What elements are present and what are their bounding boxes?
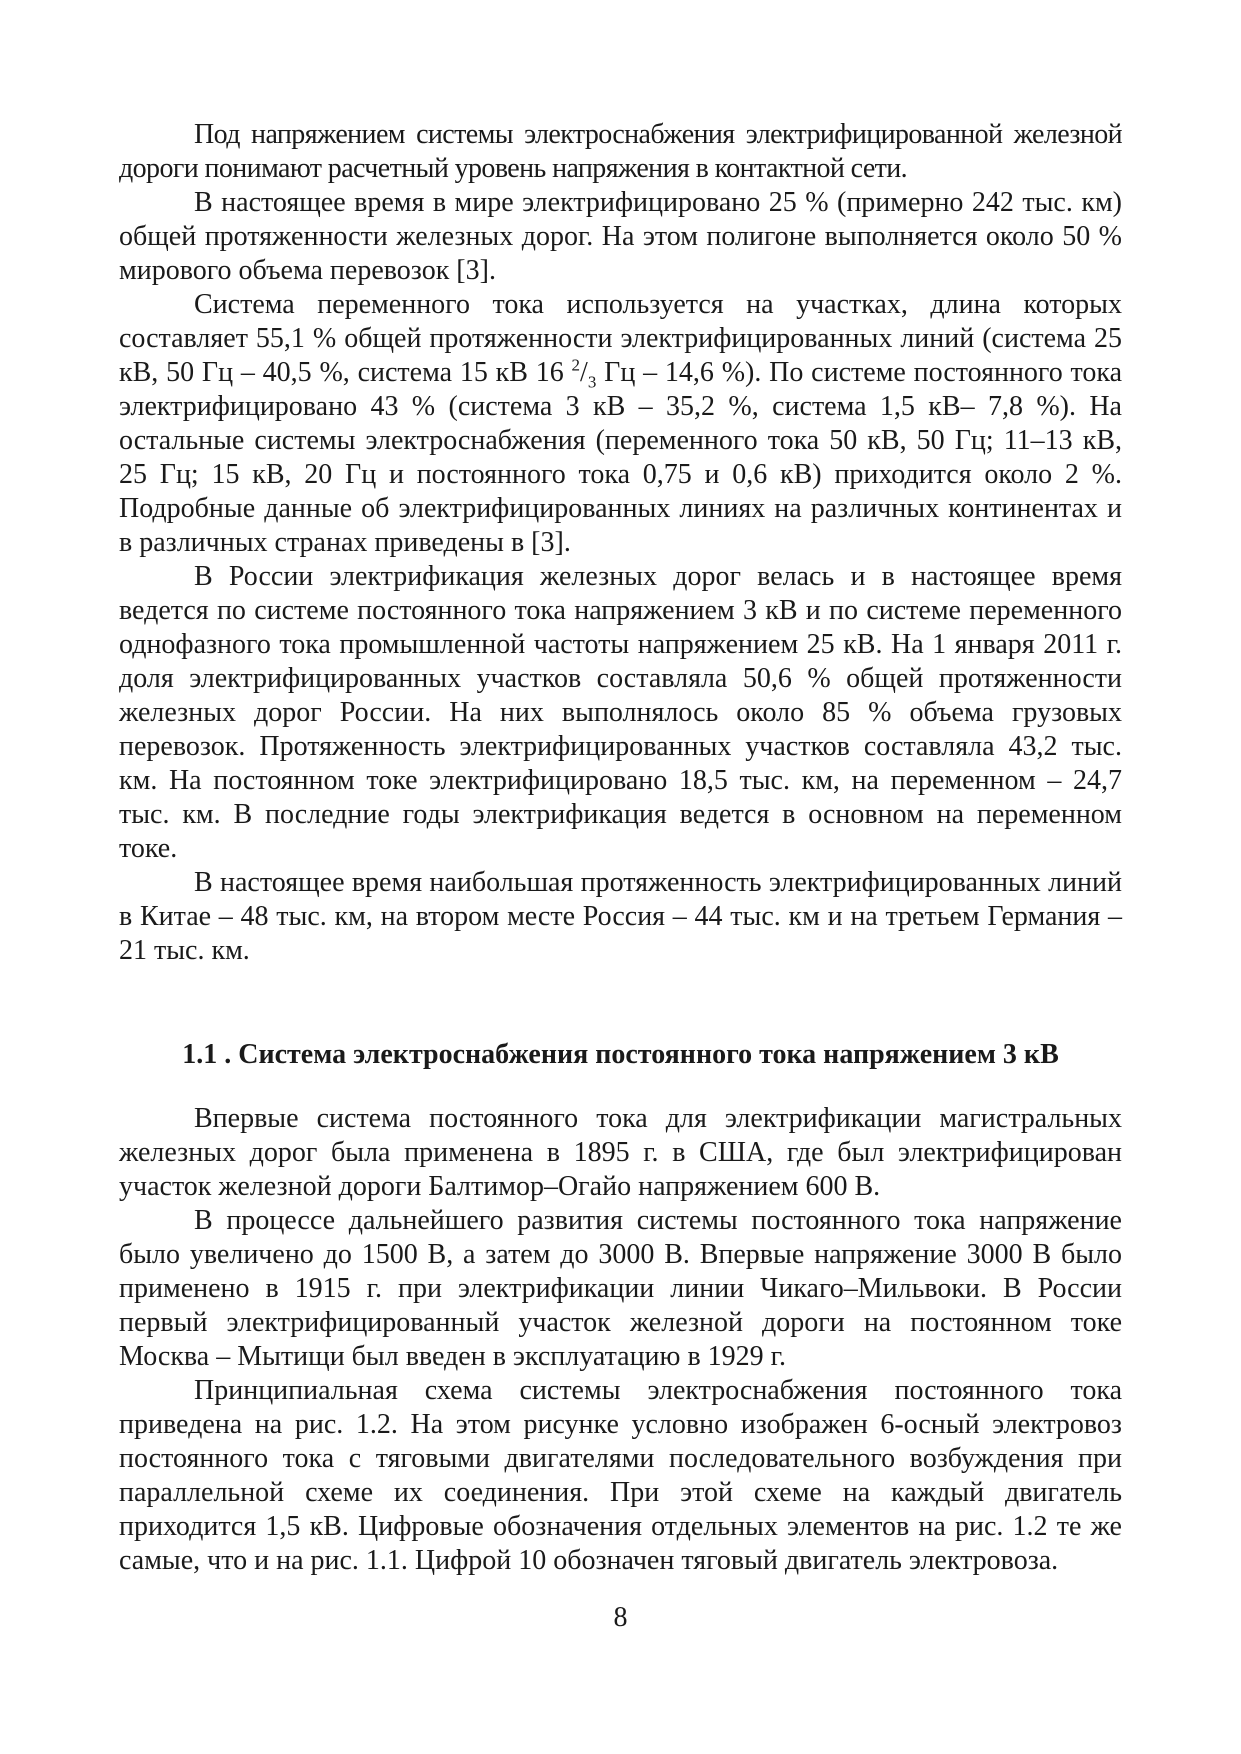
- paragraph-country-ranking: В настоящее время наибольшая протяженность электрифицированных линий в Китае – 48 тыс. км, на втором месте Россия – 44 тыс. км и на третьем Германия – 21 тыс. км.: [119, 867, 1122, 966]
- paragraph-dc-development: В процессе дальнейшего развития системы постоянного тока напряжение было увеличено до 1500 В, а затем до 3000 В. Впервые напряжение 3000 В было применено в 1915 г. при электрификации линии Чикаго–Мильвоки. В России первый электрифицированный участок железной дороги на постоянном токе Москва – Мытищи был введен в эксплуатацию в 1929 г.: [119, 1205, 1122, 1372]
- paragraph-ac-system: [119, 288, 1122, 560]
- paragraph-dc-scheme: Принципиальная схема системы электроснабжения постоянного тока приведена на рис. 1.2. На этом рисунке условно изображен 6-осный электровоз постоянного тока с тяговыми двигателями последовательного возбуждения при параллельной схеме их соединения. При этой схеме на каждый двигатель приходится 1,5 кВ. Цифровые обозначения отдельных элементов на рис. 1.2 те же самые, что и на рис. 1.1. Цифрой 10 обозначен тяговый двигатель электровоза.: [119, 1375, 1122, 1576]
- paragraph-russia-electrification: В России электрификация железных дорог велась и в настоящее время ведется по системе постоянного тока напряжением 3 кВ и по системе переменного однофазного тока промышленной частоты напряжением 25 кВ. На 1 января 2011 г. доля электрифицированных участков составляла 50,6 % общей протяженности железных дорог России. На них выполнялось около 85 % объема грузовых перевозок. Протяженность электрифицированных участков составляла 43,2 тыс. км. На постоянном токе электрифицировано 18,5 тыс. км, на переменном – 24,7 тыс. км. В последние годы электрификация ведется в основном на переменном токе.: [119, 561, 1122, 864]
- fraction-denominator: 3: [587, 372, 597, 392]
- paragraph-ac-text-after: Гц – 14,6 %). По системе постоянного тока электрифицировано 43 % (система 3 кВ – 35,2 %, система 1,5 кВ– 7,8 %). На остальные системы электроснабжения (переменного тока 50 кВ, 50 Гц; 11–13 кВ, 25 Гц; 15 кВ, 20 Гц и постоянного тока 0,75 и 0,6 кВ) приходится около 2 %. Подробные данные об электрифицированных линиях на различных континентах и в различных странах приведены в [3].: [119, 357, 1122, 558]
- page-number: 8: [613, 1602, 628, 1633]
- fraction-two-thirds: [571, 355, 597, 392]
- fraction-slash: /: [580, 357, 588, 388]
- section-heading: 1.1 . Система электроснабжения постоянного тока напряжением 3 кВ: [182, 1039, 1059, 1070]
- paragraph-world-electrification: В настоящее время в мире электрифицировано 25 % (примерно 242 тыс. км) общей протяженности железных дорог. На этом полигоне выполняется около 50 % мирового объема перевозок [3].: [119, 187, 1122, 286]
- paragraph-dc-history: Впервые система постоянного тока для электрификации магистральных железных дорог была применена в 1895 г. в США, где был электрифицирован участок железной дороги Балтимор–Огайо напряжением 600 В.: [119, 1103, 1122, 1202]
- document-page: [119, 118, 1122, 1578]
- paragraph-definition: Под напряжением системы электроснабжения электрифицированной железной дороги понимают расчетный уровень напряжения в контактной сети.: [119, 119, 1122, 184]
- fraction-numerator: 2: [571, 355, 581, 375]
- paragraph-ac-text-before: Система переменного тока используется на участках, длина которых составляет 55,1 % общей протяженности электрифицированных линий (система 25 кВ, 50 Гц – 40,5 %, система 15 кВ 16: [119, 289, 1122, 388]
